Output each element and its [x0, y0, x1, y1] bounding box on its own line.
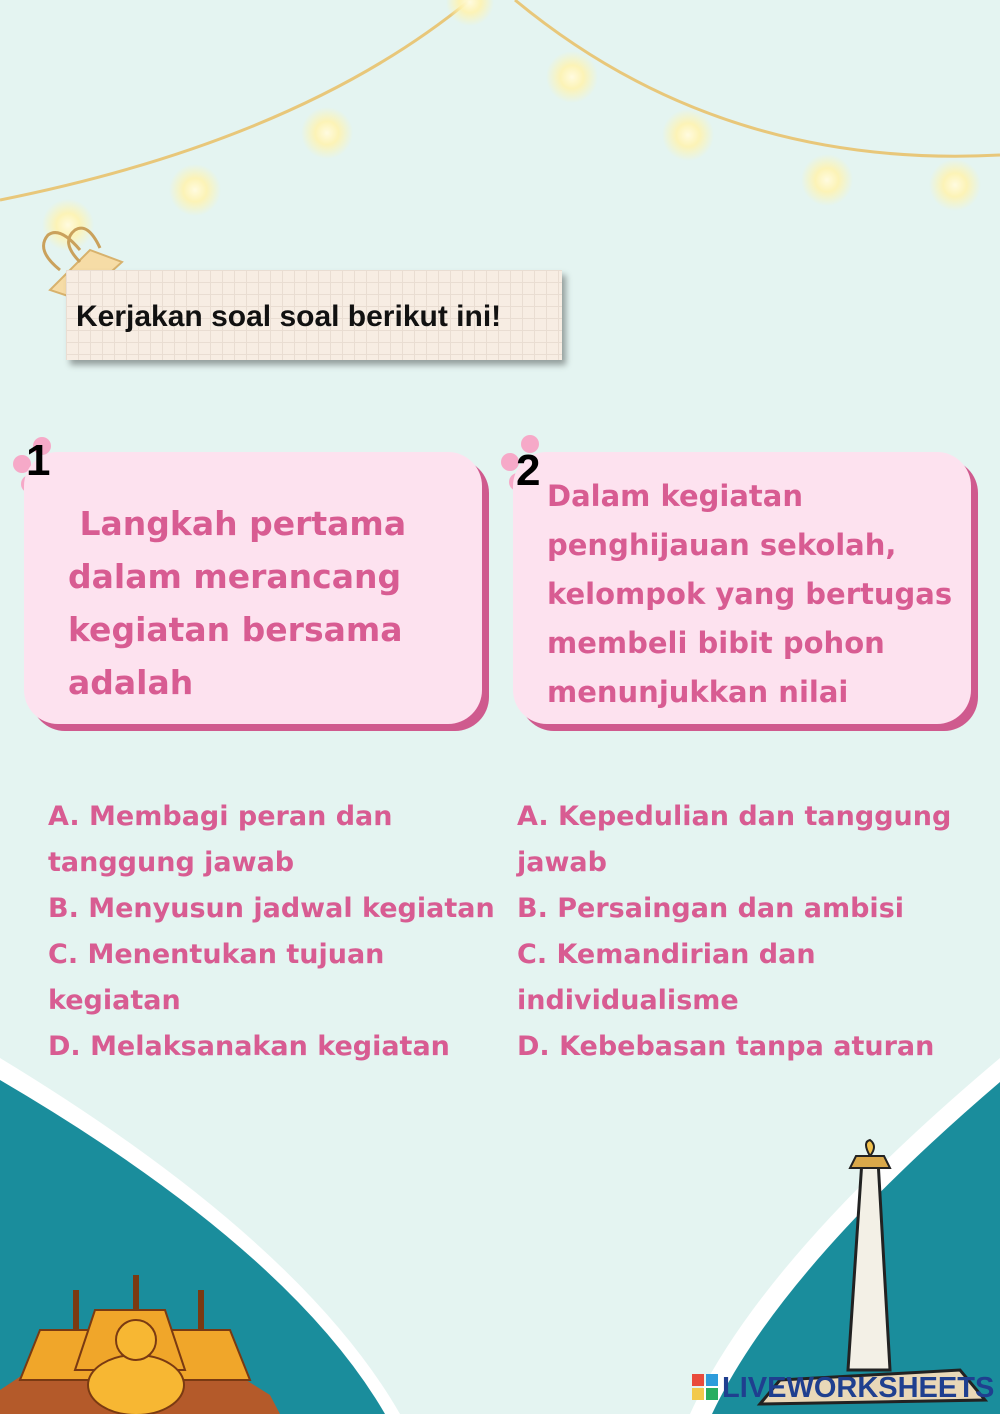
question-number-2: 2	[516, 446, 541, 495]
page-title: Kerjakan soal soal berikut ini!	[76, 300, 502, 333]
logo-icon	[692, 1374, 718, 1400]
question-text-2: Dalam kegiatan penghijauan sekolah, kelompok yang bertugas membeli bibit pohon menunjukkan nilai	[547, 479, 953, 709]
option-c[interactable]: C. Kemandirian dan individualisme	[517, 939, 816, 1016]
option-a[interactable]: A. Kepedulian dan tanggung jawab	[517, 801, 952, 878]
question-text-1: Langkah pertama dalam merancang kegiatan bersama adalah	[68, 504, 407, 702]
option-b[interactable]: B. Persaingan dan ambisi	[517, 893, 905, 924]
answer-options-2	[517, 794, 977, 1070]
option-a[interactable]: A. Membagi peran dan tanggung jawab	[48, 801, 393, 878]
liveworksheets-logo	[692, 1372, 994, 1405]
option-c[interactable]: C. Menentukan tujuan kegiatan	[48, 939, 385, 1016]
option-b[interactable]: B. Menyusun jadwal kegiatan	[48, 893, 495, 924]
answer-options-1	[48, 794, 498, 1070]
option-d[interactable]: D. Kebebasan tanpa aturan	[517, 1031, 935, 1062]
string-lights	[0, 0, 1000, 251]
option-d[interactable]: D. Melaksanakan kegiatan	[48, 1031, 450, 1062]
watermark-text: LIVEWORKSHEETS	[722, 1372, 995, 1404]
question-number-1: 1	[26, 436, 51, 485]
